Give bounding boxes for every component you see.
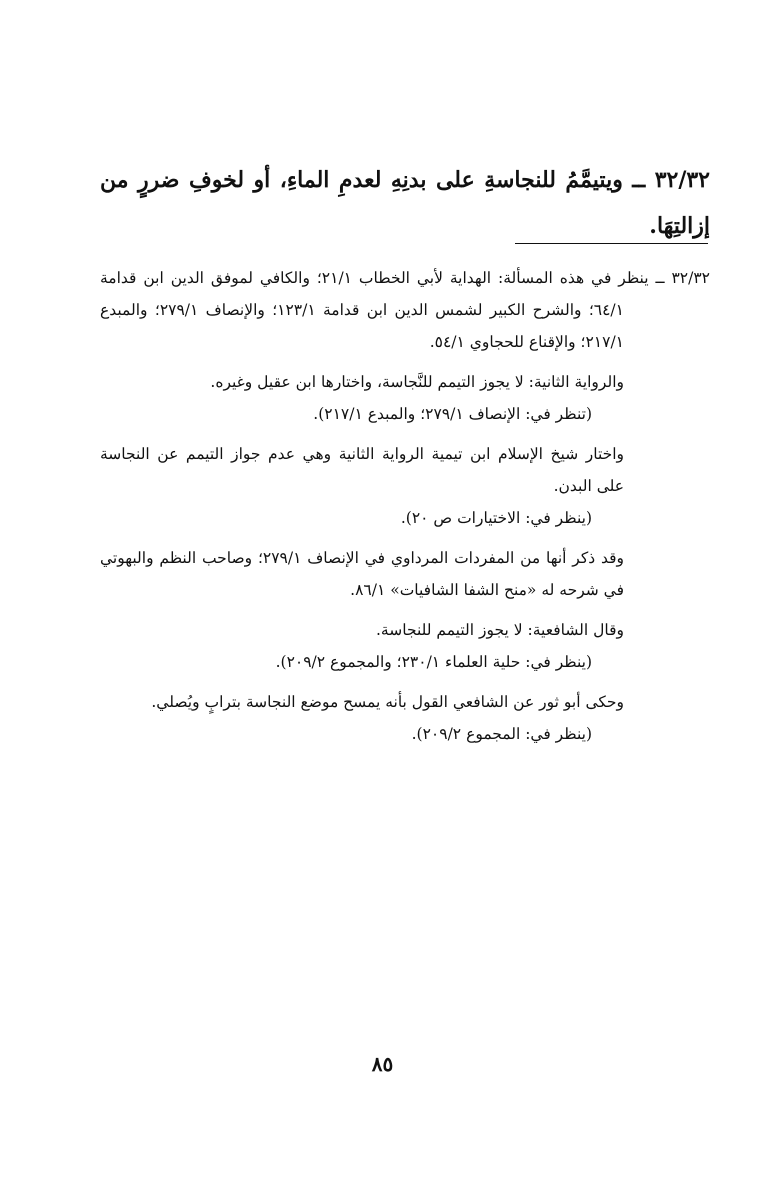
footnote-second-riwaya: والرواية الثانية: لا يجوز التيمم للنَّجاسة، واختارها ابن عقيل وغيره.	[210, 373, 624, 391]
footnote-shafiiyya-ref: (ينظر في: حلية العلماء ٢٣٠/١؛ والمجموع ٢٠٩/٢).	[275, 653, 592, 671]
footnote-intro: ٣٢/٣٢ ــ ينظر في هذه المسألة: الهداية لأبي الخطاب ٢١/١؛ والكافي لموفق الدين ابن قدامة ٦٤/١؛ والشرح الكبير لشمس الدين ابن قدامة ١٢٣/١؛ والإنصاف ٢٧٩/١؛ والمبدع ٢١٧/١؛ والإقناع للحجاوي ٥٤/١.	[100, 269, 710, 351]
footnotes-section	[100, 262, 710, 750]
footnote-ibn-taymiyya-ref: (ينظر في: الاختيارات ص ٢٠).	[400, 509, 592, 527]
footnote-second-riwaya-ref: (تنظر في: الإنصاف ٢٧٩/١؛ والمبدع ٢١٧/١).	[313, 405, 592, 423]
footnote-abu-thawr-ref: (ينظر في: المجموع ٢٠٩/٢).	[411, 725, 592, 743]
footnote-separator	[515, 243, 708, 244]
footnote-shafiiyya: وقال الشافعية: لا يجوز التيمم للنجاسة.	[376, 621, 624, 639]
footnote-abu-thawr: وحكى أبو ثور عن الشافعي القول بأنه يمسح موضع النجاسة بترابٍ ويُصلي.	[151, 693, 624, 711]
footnote-mufradat: وقد ذكر أنها من المفردات المرداوي في الإنصاف ٢٧٩/١؛ وصاحب النظم والبهوتي في شرحه له «منح الشفا الشافيات» ٨٦/١.	[100, 549, 624, 599]
main-paragraph: ٣٢/٣٢ ــ ويتيمَّمُ للنجاسةِ على بدنِهِ لعدمِ الماءِ، أو لخوفِ ضررٍ من إزالتِهَا.	[100, 167, 710, 239]
page-number: ٨٥	[371, 1052, 394, 1076]
footnote-ibn-taymiyya: واختار شيخ الإسلام ابن تيمية الرواية الثانية وهي عدم جواز التيمم عن النجاسة على البدن.	[100, 445, 624, 495]
